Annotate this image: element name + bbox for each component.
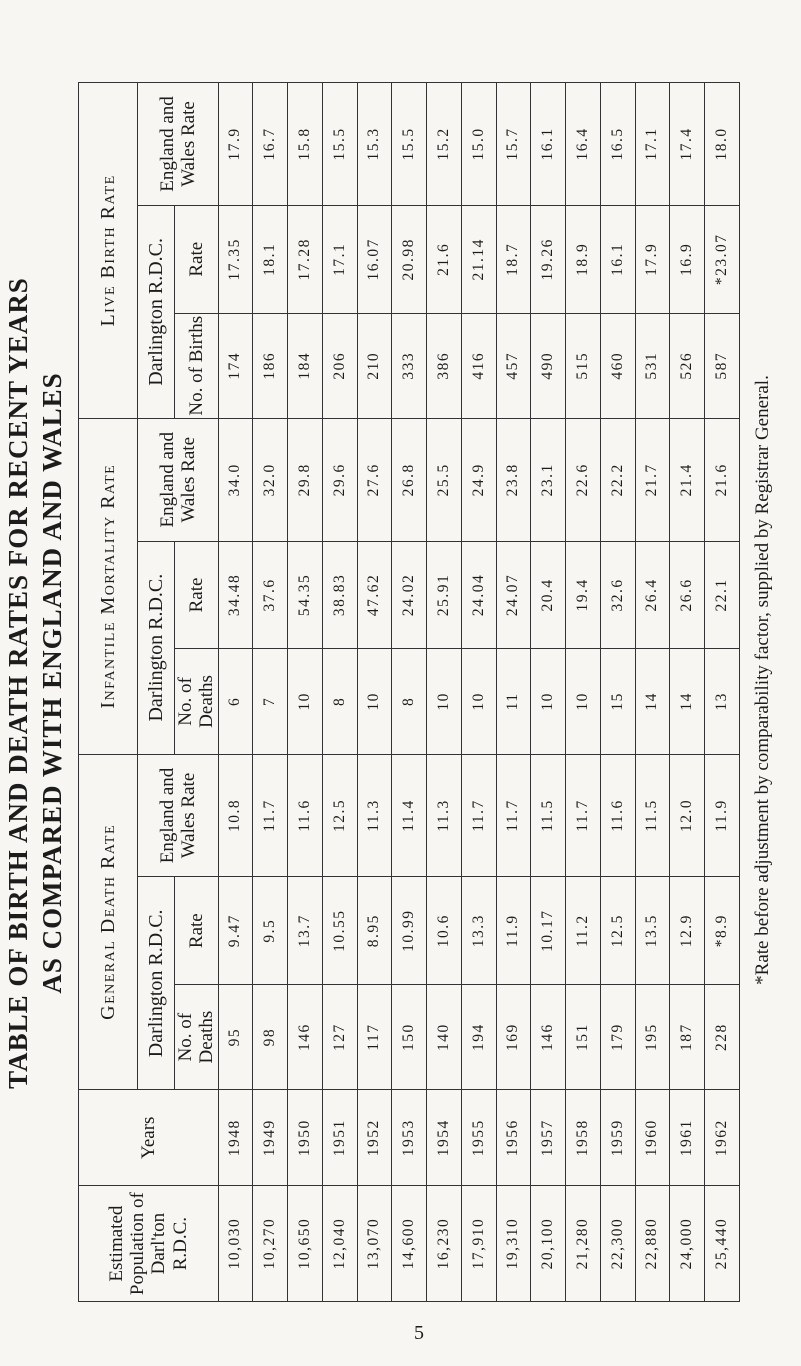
rate-header-deaths: Rate xyxy=(175,877,219,985)
cell-birth-rate: 18.7 xyxy=(496,205,531,313)
cell-deaths-count: 195 xyxy=(635,985,670,1090)
cell-ew-death-rate: 11.6 xyxy=(288,754,323,877)
cell-year: 1948 xyxy=(218,1090,253,1186)
cell-year: 1953 xyxy=(392,1090,427,1186)
cell-ew-infant-rate: 29.8 xyxy=(288,418,323,541)
cell-ew-birth-rate: 15.5 xyxy=(322,83,357,206)
cell-population: 17,910 xyxy=(461,1186,496,1302)
cell-birth-rate: 16.9 xyxy=(670,205,705,313)
general-death-rate-header: General Death Rate xyxy=(79,754,138,1090)
table-row xyxy=(392,83,427,1302)
cell-infant-rate: 32.6 xyxy=(600,541,635,649)
cell-year: 1956 xyxy=(496,1090,531,1186)
cell-births-count: 460 xyxy=(600,313,635,418)
cell-ew-birth-rate: 15.2 xyxy=(427,83,462,206)
table-row xyxy=(496,83,531,1302)
cell-infant-deaths-count: 10 xyxy=(461,649,496,754)
footnote: *Rate before adjustment by comparability factor, supplied by Registrar General. xyxy=(752,375,773,985)
cell-ew-infant-rate: 24.9 xyxy=(461,418,496,541)
cell-death-rate: 9.5 xyxy=(253,877,288,985)
cell-ew-infant-rate: 23.1 xyxy=(531,418,566,541)
cell-ew-infant-rate: 21.7 xyxy=(635,418,670,541)
table-row xyxy=(705,83,740,1302)
cell-births-count: 174 xyxy=(218,313,253,418)
cell-infant-rate: 22.1 xyxy=(705,541,740,649)
cell-infant-rate: 24.07 xyxy=(496,541,531,649)
cell-death-rate: 8.95 xyxy=(357,877,392,985)
cell-ew-infant-rate: 29.6 xyxy=(322,418,357,541)
cell-ew-infant-rate: 25.5 xyxy=(427,418,462,541)
infantile-mortality-rate-header: Infantile Mortality Rate xyxy=(79,418,138,754)
live-birth-rate-header: Live Birth Rate xyxy=(79,83,138,419)
cell-year: 1950 xyxy=(288,1090,323,1186)
cell-population: 12,040 xyxy=(322,1186,357,1302)
cell-population: 13,070 xyxy=(357,1186,392,1302)
cell-year: 1949 xyxy=(253,1090,288,1186)
page-number: 5 xyxy=(414,1322,424,1344)
cell-population: 22,300 xyxy=(600,1186,635,1302)
cell-population: 21,280 xyxy=(566,1186,601,1302)
table-row xyxy=(635,83,670,1302)
cell-ew-infant-rate: 22.6 xyxy=(566,418,601,541)
table-row xyxy=(218,83,253,1302)
cell-population: 10,030 xyxy=(218,1186,253,1302)
cell-births-count: 416 xyxy=(461,313,496,418)
england-wales-rate-header-births: England and Wales Rate xyxy=(138,83,219,206)
darlington-rdc-header-infant: Darlington R.D.C. xyxy=(138,541,175,754)
cell-ew-birth-rate: 17.9 xyxy=(218,83,253,206)
cell-ew-death-rate: 11.9 xyxy=(705,754,740,877)
cell-birth-rate: 16.07 xyxy=(357,205,392,313)
cell-birth-rate: 20.98 xyxy=(392,205,427,313)
cell-infant-deaths-count: 11 xyxy=(496,649,531,754)
cell-year: 1961 xyxy=(670,1090,705,1186)
table-row xyxy=(427,83,462,1302)
cell-birth-rate: 18.9 xyxy=(566,205,601,313)
cell-birth-rate: 18.1 xyxy=(253,205,288,313)
cell-infant-rate: 24.04 xyxy=(461,541,496,649)
cell-year: 1958 xyxy=(566,1090,601,1186)
cell-deaths-count: 151 xyxy=(566,985,601,1090)
cell-births-count: 333 xyxy=(392,313,427,418)
cell-ew-birth-rate: 15.8 xyxy=(288,83,323,206)
table-row xyxy=(670,83,705,1302)
table-row xyxy=(600,83,635,1302)
cell-infant-rate: 34.48 xyxy=(218,541,253,649)
cell-births-count: 386 xyxy=(427,313,462,418)
cell-ew-death-rate: 11.3 xyxy=(357,754,392,877)
cell-death-rate: 12.5 xyxy=(600,877,635,985)
cell-ew-death-rate: 11.4 xyxy=(392,754,427,877)
england-wales-rate-header-infant: England and Wales Rate xyxy=(138,418,219,541)
cell-deaths-count: 117 xyxy=(357,985,392,1090)
cell-deaths-count: 98 xyxy=(253,985,288,1090)
cell-deaths-count: 140 xyxy=(427,985,462,1090)
cell-deaths-count: 179 xyxy=(600,985,635,1090)
cell-death-rate: *8.9 xyxy=(705,877,740,985)
no-of-deaths-header: No. of Deaths xyxy=(175,985,219,1090)
cell-population: 22,880 xyxy=(635,1186,670,1302)
cell-birth-rate: 17.9 xyxy=(635,205,670,313)
cell-deaths-count: 169 xyxy=(496,985,531,1090)
cell-infant-rate: 24.02 xyxy=(392,541,427,649)
cell-ew-death-rate: 11.7 xyxy=(253,754,288,877)
cell-population: 14,600 xyxy=(392,1186,427,1302)
cell-infant-rate: 25.91 xyxy=(427,541,462,649)
cell-infant-deaths-count: 7 xyxy=(253,649,288,754)
cell-year: 1951 xyxy=(322,1090,357,1186)
cell-ew-birth-rate: 16.5 xyxy=(600,83,635,206)
cell-year: 1955 xyxy=(461,1090,496,1186)
cell-ew-infant-rate: 27.6 xyxy=(357,418,392,541)
cell-death-rate: 10.6 xyxy=(427,877,462,985)
cell-ew-death-rate: 11.5 xyxy=(635,754,670,877)
cell-ew-birth-rate: 17.4 xyxy=(670,83,705,206)
cell-death-rate: 11.9 xyxy=(496,877,531,985)
cell-ew-infant-rate: 32.0 xyxy=(253,418,288,541)
cell-death-rate: 12.9 xyxy=(670,877,705,985)
title-line-2: AS COMPARED WITH ENGLAND AND WALES xyxy=(37,372,67,994)
no-of-infant-deaths-header: No. of Deaths xyxy=(175,649,219,754)
cell-ew-infant-rate: 34.0 xyxy=(218,418,253,541)
cell-infant-rate: 37.6 xyxy=(253,541,288,649)
cell-ew-birth-rate: 15.0 xyxy=(461,83,496,206)
rates-table-wrapper xyxy=(78,82,740,1302)
cell-ew-infant-rate: 21.4 xyxy=(670,418,705,541)
cell-infant-deaths-count: 10 xyxy=(531,649,566,754)
cell-ew-death-rate: 11.6 xyxy=(600,754,635,877)
cell-death-rate: 10.55 xyxy=(322,877,357,985)
cell-birth-rate: 17.35 xyxy=(218,205,253,313)
cell-population: 20,100 xyxy=(531,1186,566,1302)
cell-infant-deaths-count: 15 xyxy=(600,649,635,754)
cell-births-count: 457 xyxy=(496,313,531,418)
cell-infant-deaths-count: 14 xyxy=(635,649,670,754)
cell-births-count: 210 xyxy=(357,313,392,418)
cell-births-count: 531 xyxy=(635,313,670,418)
cell-death-rate: 13.3 xyxy=(461,877,496,985)
cell-population: 16,230 xyxy=(427,1186,462,1302)
cell-ew-birth-rate: 15.7 xyxy=(496,83,531,206)
cell-death-rate: 10.99 xyxy=(392,877,427,985)
cell-year: 1954 xyxy=(427,1090,462,1186)
cell-deaths-count: 146 xyxy=(531,985,566,1090)
cell-year: 1960 xyxy=(635,1090,670,1186)
rates-table xyxy=(78,82,740,1302)
cell-death-rate: 10.17 xyxy=(531,877,566,985)
cell-infant-deaths-count: 8 xyxy=(392,649,427,754)
cell-infant-rate: 54.35 xyxy=(288,541,323,649)
cell-infant-deaths-count: 13 xyxy=(705,649,740,754)
cell-birth-rate: 21.6 xyxy=(427,205,462,313)
rate-header-births: Rate xyxy=(175,205,219,313)
cell-birth-rate: *23.07 xyxy=(705,205,740,313)
table-row xyxy=(253,83,288,1302)
darlington-rdc-header-deaths: Darlington R.D.C. xyxy=(138,877,175,1090)
cell-ew-infant-rate: 26.8 xyxy=(392,418,427,541)
cell-infant-rate: 20.4 xyxy=(531,541,566,649)
cell-infant-rate: 38.83 xyxy=(322,541,357,649)
england-wales-rate-header-deaths: England and Wales Rate xyxy=(138,754,219,877)
years-header: Years xyxy=(79,1090,219,1186)
cell-birth-rate: 21.14 xyxy=(461,205,496,313)
cell-ew-birth-rate: 16.1 xyxy=(531,83,566,206)
cell-ew-birth-rate: 17.1 xyxy=(635,83,670,206)
cell-birth-rate: 17.28 xyxy=(288,205,323,313)
cell-deaths-count: 146 xyxy=(288,985,323,1090)
cell-births-count: 587 xyxy=(705,313,740,418)
cell-year: 1959 xyxy=(600,1090,635,1186)
cell-population: 10,650 xyxy=(288,1186,323,1302)
table-row xyxy=(531,83,566,1302)
cell-births-count: 526 xyxy=(670,313,705,418)
cell-deaths-count: 187 xyxy=(670,985,705,1090)
cell-infant-rate: 26.4 xyxy=(635,541,670,649)
no-of-births-header: No. of Births xyxy=(175,313,219,418)
cell-infant-deaths-count: 10 xyxy=(427,649,462,754)
cell-infant-deaths-count: 14 xyxy=(670,649,705,754)
cell-year: 1952 xyxy=(357,1090,392,1186)
cell-ew-infant-rate: 22.2 xyxy=(600,418,635,541)
cell-population: 24,000 xyxy=(670,1186,705,1302)
table-row xyxy=(288,83,323,1302)
cell-ew-death-rate: 11.7 xyxy=(566,754,601,877)
cell-birth-rate: 17.1 xyxy=(322,205,357,313)
cell-ew-death-rate: 11.3 xyxy=(427,754,462,877)
table-body xyxy=(218,83,739,1302)
cell-infant-rate: 47.62 xyxy=(357,541,392,649)
cell-births-count: 490 xyxy=(531,313,566,418)
cell-death-rate: 13.7 xyxy=(288,877,323,985)
rate-header-infant: Rate xyxy=(175,541,219,649)
estimated-population-header: Estimated Population of Darl'ton R.D.C. xyxy=(79,1186,219,1302)
cell-population: 25,440 xyxy=(705,1186,740,1302)
cell-ew-death-rate: 10.8 xyxy=(218,754,253,877)
cell-birth-rate: 16.1 xyxy=(600,205,635,313)
cell-infant-deaths-count: 10 xyxy=(566,649,601,754)
cell-births-count: 515 xyxy=(566,313,601,418)
table-row xyxy=(461,83,496,1302)
cell-ew-death-rate: 11.5 xyxy=(531,754,566,877)
cell-year: 1957 xyxy=(531,1090,566,1186)
cell-deaths-count: 95 xyxy=(218,985,253,1090)
cell-ew-birth-rate: 15.3 xyxy=(357,83,392,206)
table-row xyxy=(566,83,601,1302)
cell-deaths-count: 228 xyxy=(705,985,740,1090)
cell-deaths-count: 194 xyxy=(461,985,496,1090)
cell-ew-birth-rate: 16.4 xyxy=(566,83,601,206)
cell-birth-rate: 19.26 xyxy=(531,205,566,313)
cell-births-count: 186 xyxy=(253,313,288,418)
cell-births-count: 184 xyxy=(288,313,323,418)
darlington-rdc-header-births: Darlington R.D.C. xyxy=(138,205,175,418)
cell-ew-death-rate: 11.7 xyxy=(461,754,496,877)
table-row xyxy=(357,83,392,1302)
cell-infant-deaths-count: 10 xyxy=(357,649,392,754)
cell-ew-birth-rate: 18.0 xyxy=(705,83,740,206)
cell-death-rate: 13.5 xyxy=(635,877,670,985)
cell-infant-rate: 19.4 xyxy=(566,541,601,649)
cell-ew-death-rate: 11.7 xyxy=(496,754,531,877)
cell-infant-deaths-count: 6 xyxy=(218,649,253,754)
cell-ew-death-rate: 12.0 xyxy=(670,754,705,877)
cell-infant-deaths-count: 8 xyxy=(322,649,357,754)
cell-population: 10,270 xyxy=(253,1186,288,1302)
cell-death-rate: 9.47 xyxy=(218,877,253,985)
cell-death-rate: 11.2 xyxy=(566,877,601,985)
cell-ew-death-rate: 12.5 xyxy=(322,754,357,877)
title-line-1: TABLE OF BIRTH AND DEATH RATES FOR RECENT YEARS xyxy=(3,277,33,1089)
cell-ew-infant-rate: 21.6 xyxy=(705,418,740,541)
cell-infant-deaths-count: 10 xyxy=(288,649,323,754)
cell-infant-rate: 26.6 xyxy=(670,541,705,649)
cell-ew-infant-rate: 23.8 xyxy=(496,418,531,541)
cell-population: 19,310 xyxy=(496,1186,531,1302)
cell-year: 1962 xyxy=(705,1090,740,1186)
table-row xyxy=(322,83,357,1302)
cell-ew-birth-rate: 16.7 xyxy=(253,83,288,206)
cell-deaths-count: 150 xyxy=(392,985,427,1090)
cell-ew-birth-rate: 15.5 xyxy=(392,83,427,206)
cell-deaths-count: 127 xyxy=(322,985,357,1090)
cell-births-count: 206 xyxy=(322,313,357,418)
